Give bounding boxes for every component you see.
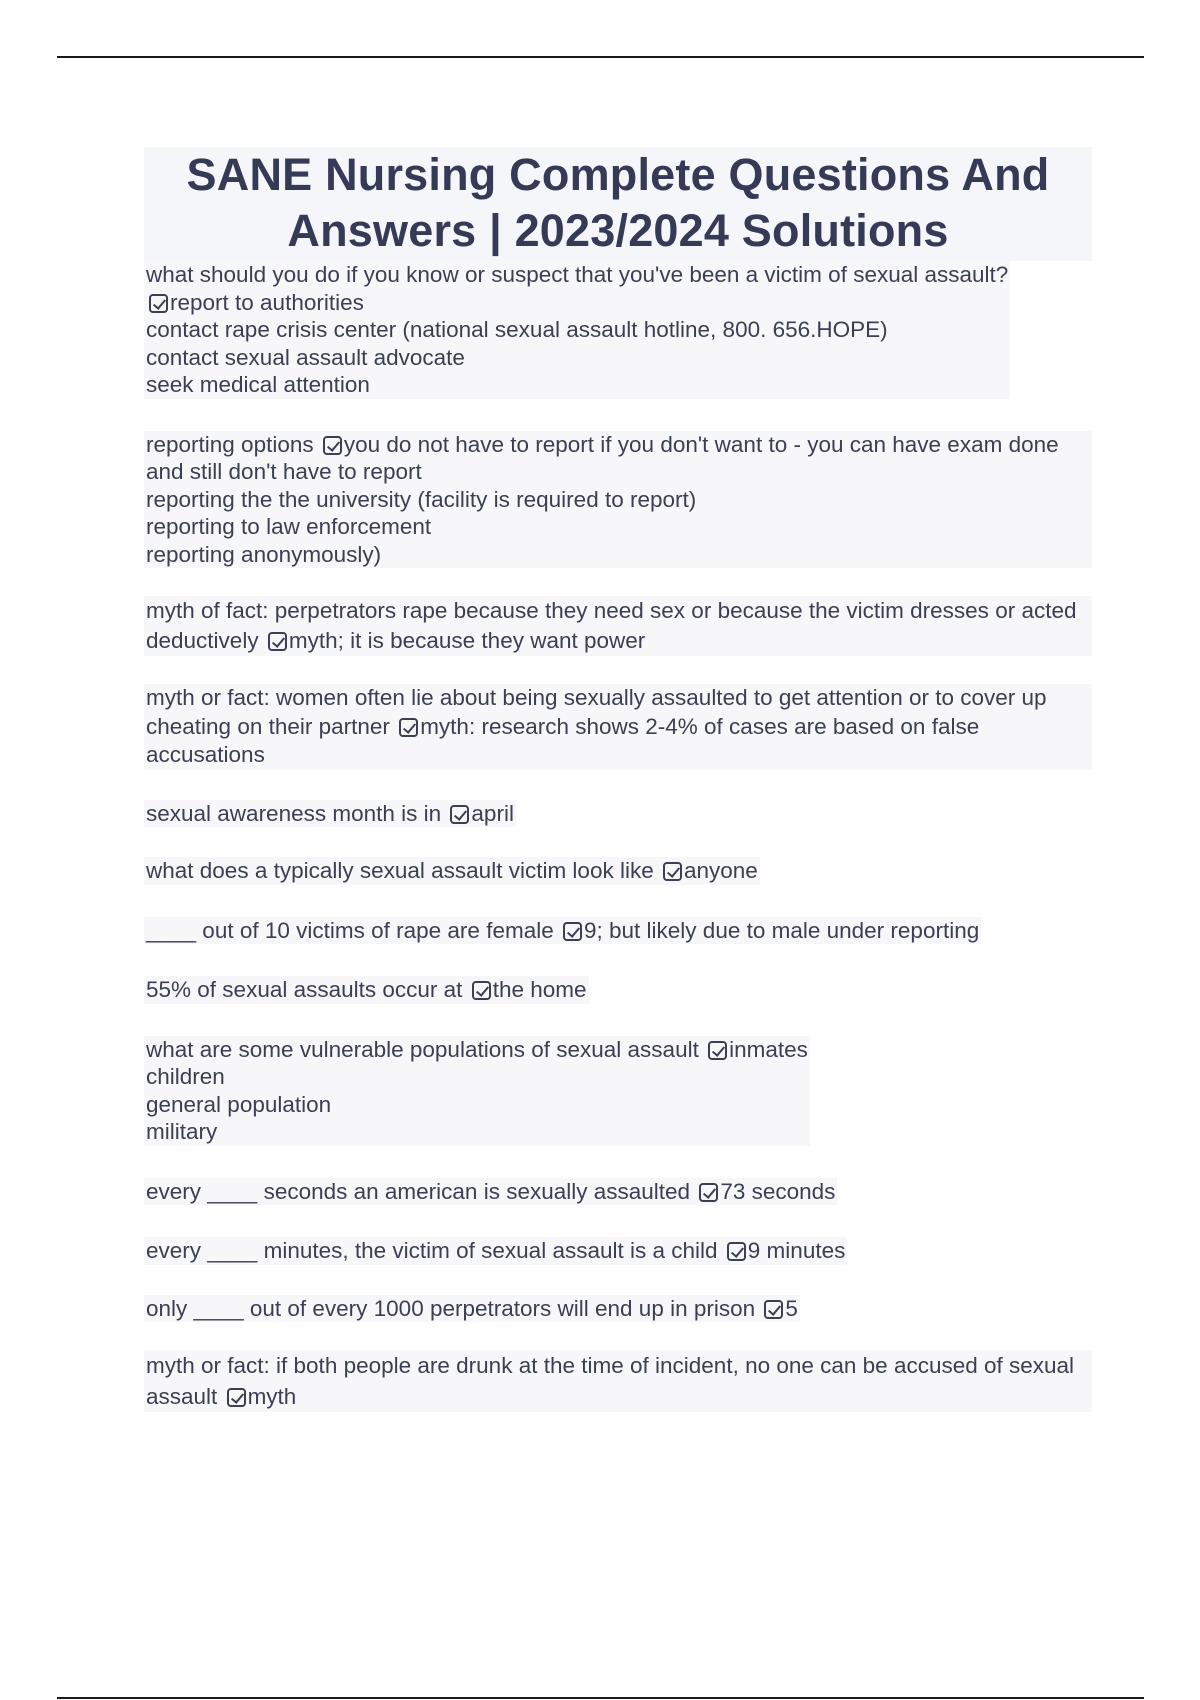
qa-item bbox=[144, 684, 1092, 770]
qa-card bbox=[144, 917, 981, 945]
checkbox-checked-icon bbox=[663, 862, 682, 881]
qa-item bbox=[144, 1350, 1092, 1412]
qa-item bbox=[144, 976, 1092, 1004]
top-rule bbox=[57, 56, 1144, 58]
qa-item bbox=[144, 1036, 1092, 1146]
question-text: what are some vulnerable populations of sexual assault bbox=[146, 1036, 699, 1062]
answer-line: 9 minutes bbox=[747, 1238, 846, 1263]
bottom-rule bbox=[57, 1697, 1144, 1699]
question-text: myth of fact: perpetrators rape because they need sex or because the victim dresses or acted deductively bbox=[146, 598, 1077, 653]
checkbox-checked-icon bbox=[323, 436, 342, 455]
qa-card bbox=[144, 596, 1092, 656]
qa-card bbox=[144, 857, 760, 885]
qa-card bbox=[144, 1178, 837, 1206]
answer-line: 73 seconds bbox=[720, 1178, 836, 1204]
question-text: myth or fact: women often lie about being sexually assaulted to get attention or to cover up cheating on their partner bbox=[146, 685, 1047, 739]
qa-card bbox=[144, 431, 1092, 569]
qa-card bbox=[144, 1350, 1092, 1412]
qa-item bbox=[144, 261, 1092, 399]
answer-line: inmates bbox=[729, 1036, 808, 1062]
question-text: reporting options bbox=[146, 431, 314, 457]
question-text: what does a typically sexual assault victim look like bbox=[146, 858, 654, 883]
answer-line: you do not have to report if you don't want to - you can have exam done and still don't have to report bbox=[146, 431, 1059, 484]
checkbox-checked-icon bbox=[149, 294, 168, 313]
answer-line: contact rape crisis center (national sexual assault hotline, 800. 656.HOPE) bbox=[146, 317, 888, 342]
qa-card bbox=[144, 1036, 810, 1146]
qa-card bbox=[144, 800, 516, 828]
answer-line: the home bbox=[492, 977, 587, 1002]
qa-card bbox=[144, 1295, 800, 1323]
checkbox-checked-icon bbox=[727, 1242, 746, 1261]
qa-item bbox=[144, 917, 1092, 945]
answer-line: anyone bbox=[684, 858, 758, 883]
question-text: myth or fact: if both people are drunk at the time of incident, no one can be accused of sexual assault bbox=[146, 1353, 1075, 1409]
answer-line: reporting anonymously) bbox=[146, 541, 382, 567]
qa-item bbox=[144, 1237, 1092, 1265]
page-title: SANE Nursing Complete Questions And Answers | 2023/2024 Solutions bbox=[144, 147, 1092, 261]
checkbox-checked-icon bbox=[399, 718, 418, 737]
question-text: every ____ minutes, the victim of sexual assault is a child bbox=[146, 1238, 718, 1263]
qa-card bbox=[144, 976, 589, 1004]
question-text: sexual awareness month is in bbox=[146, 800, 442, 826]
answer-line: reporting to law enforcement bbox=[146, 514, 432, 539]
checkbox-checked-icon bbox=[708, 1041, 727, 1060]
answer-line: 9; but likely due to male under reporting bbox=[584, 917, 980, 943]
qa-card bbox=[144, 684, 1092, 770]
answer-line: military bbox=[146, 1119, 218, 1144]
answer-line: children bbox=[146, 1064, 225, 1089]
qa-card bbox=[144, 261, 1010, 399]
qa-item bbox=[144, 800, 1092, 828]
checkbox-checked-icon bbox=[268, 632, 287, 651]
answer-line: reporting the the university (facility is required to report) bbox=[146, 486, 697, 512]
checkbox-checked-icon bbox=[472, 981, 491, 1000]
answer-line: myth bbox=[247, 1384, 297, 1409]
question-text: only ____ out of every 1000 perpetrators will end up in prison bbox=[146, 1295, 756, 1321]
answer-line: seek medical attention bbox=[146, 372, 370, 397]
answer-line: general population bbox=[146, 1091, 332, 1117]
checkbox-checked-icon bbox=[699, 1183, 718, 1202]
checkbox-checked-icon bbox=[563, 922, 582, 941]
checkbox-checked-icon bbox=[764, 1300, 783, 1319]
question-text: ____ out of 10 victims of rape are female bbox=[146, 917, 554, 943]
qa-item bbox=[144, 1295, 1092, 1323]
answer-line: myth: research shows 2-4% of cases are based on false accusations bbox=[146, 713, 980, 767]
answer-line: 5 bbox=[785, 1295, 798, 1321]
answer-line: contact sexual assault advocate bbox=[146, 344, 465, 370]
qa-item bbox=[144, 596, 1092, 656]
qa-item bbox=[144, 1178, 1092, 1206]
checkbox-checked-icon bbox=[227, 1388, 246, 1407]
answer-line: april bbox=[471, 800, 514, 826]
question-text: 55% of sexual assaults occur at bbox=[146, 977, 463, 1002]
question-text: what should you do if you know or suspect that you've been a victim of sexual assault? bbox=[146, 262, 1009, 287]
document-body bbox=[144, 147, 1092, 1412]
question-text: every ____ seconds an american is sexually assaulted bbox=[146, 1178, 691, 1204]
qa-card bbox=[144, 1237, 847, 1265]
qa-item bbox=[144, 857, 1092, 885]
checkbox-checked-icon bbox=[450, 805, 469, 824]
answer-line: report to authorities bbox=[170, 289, 364, 315]
answer-line: myth; it is because they want power bbox=[288, 628, 646, 653]
qa-item bbox=[144, 431, 1092, 569]
